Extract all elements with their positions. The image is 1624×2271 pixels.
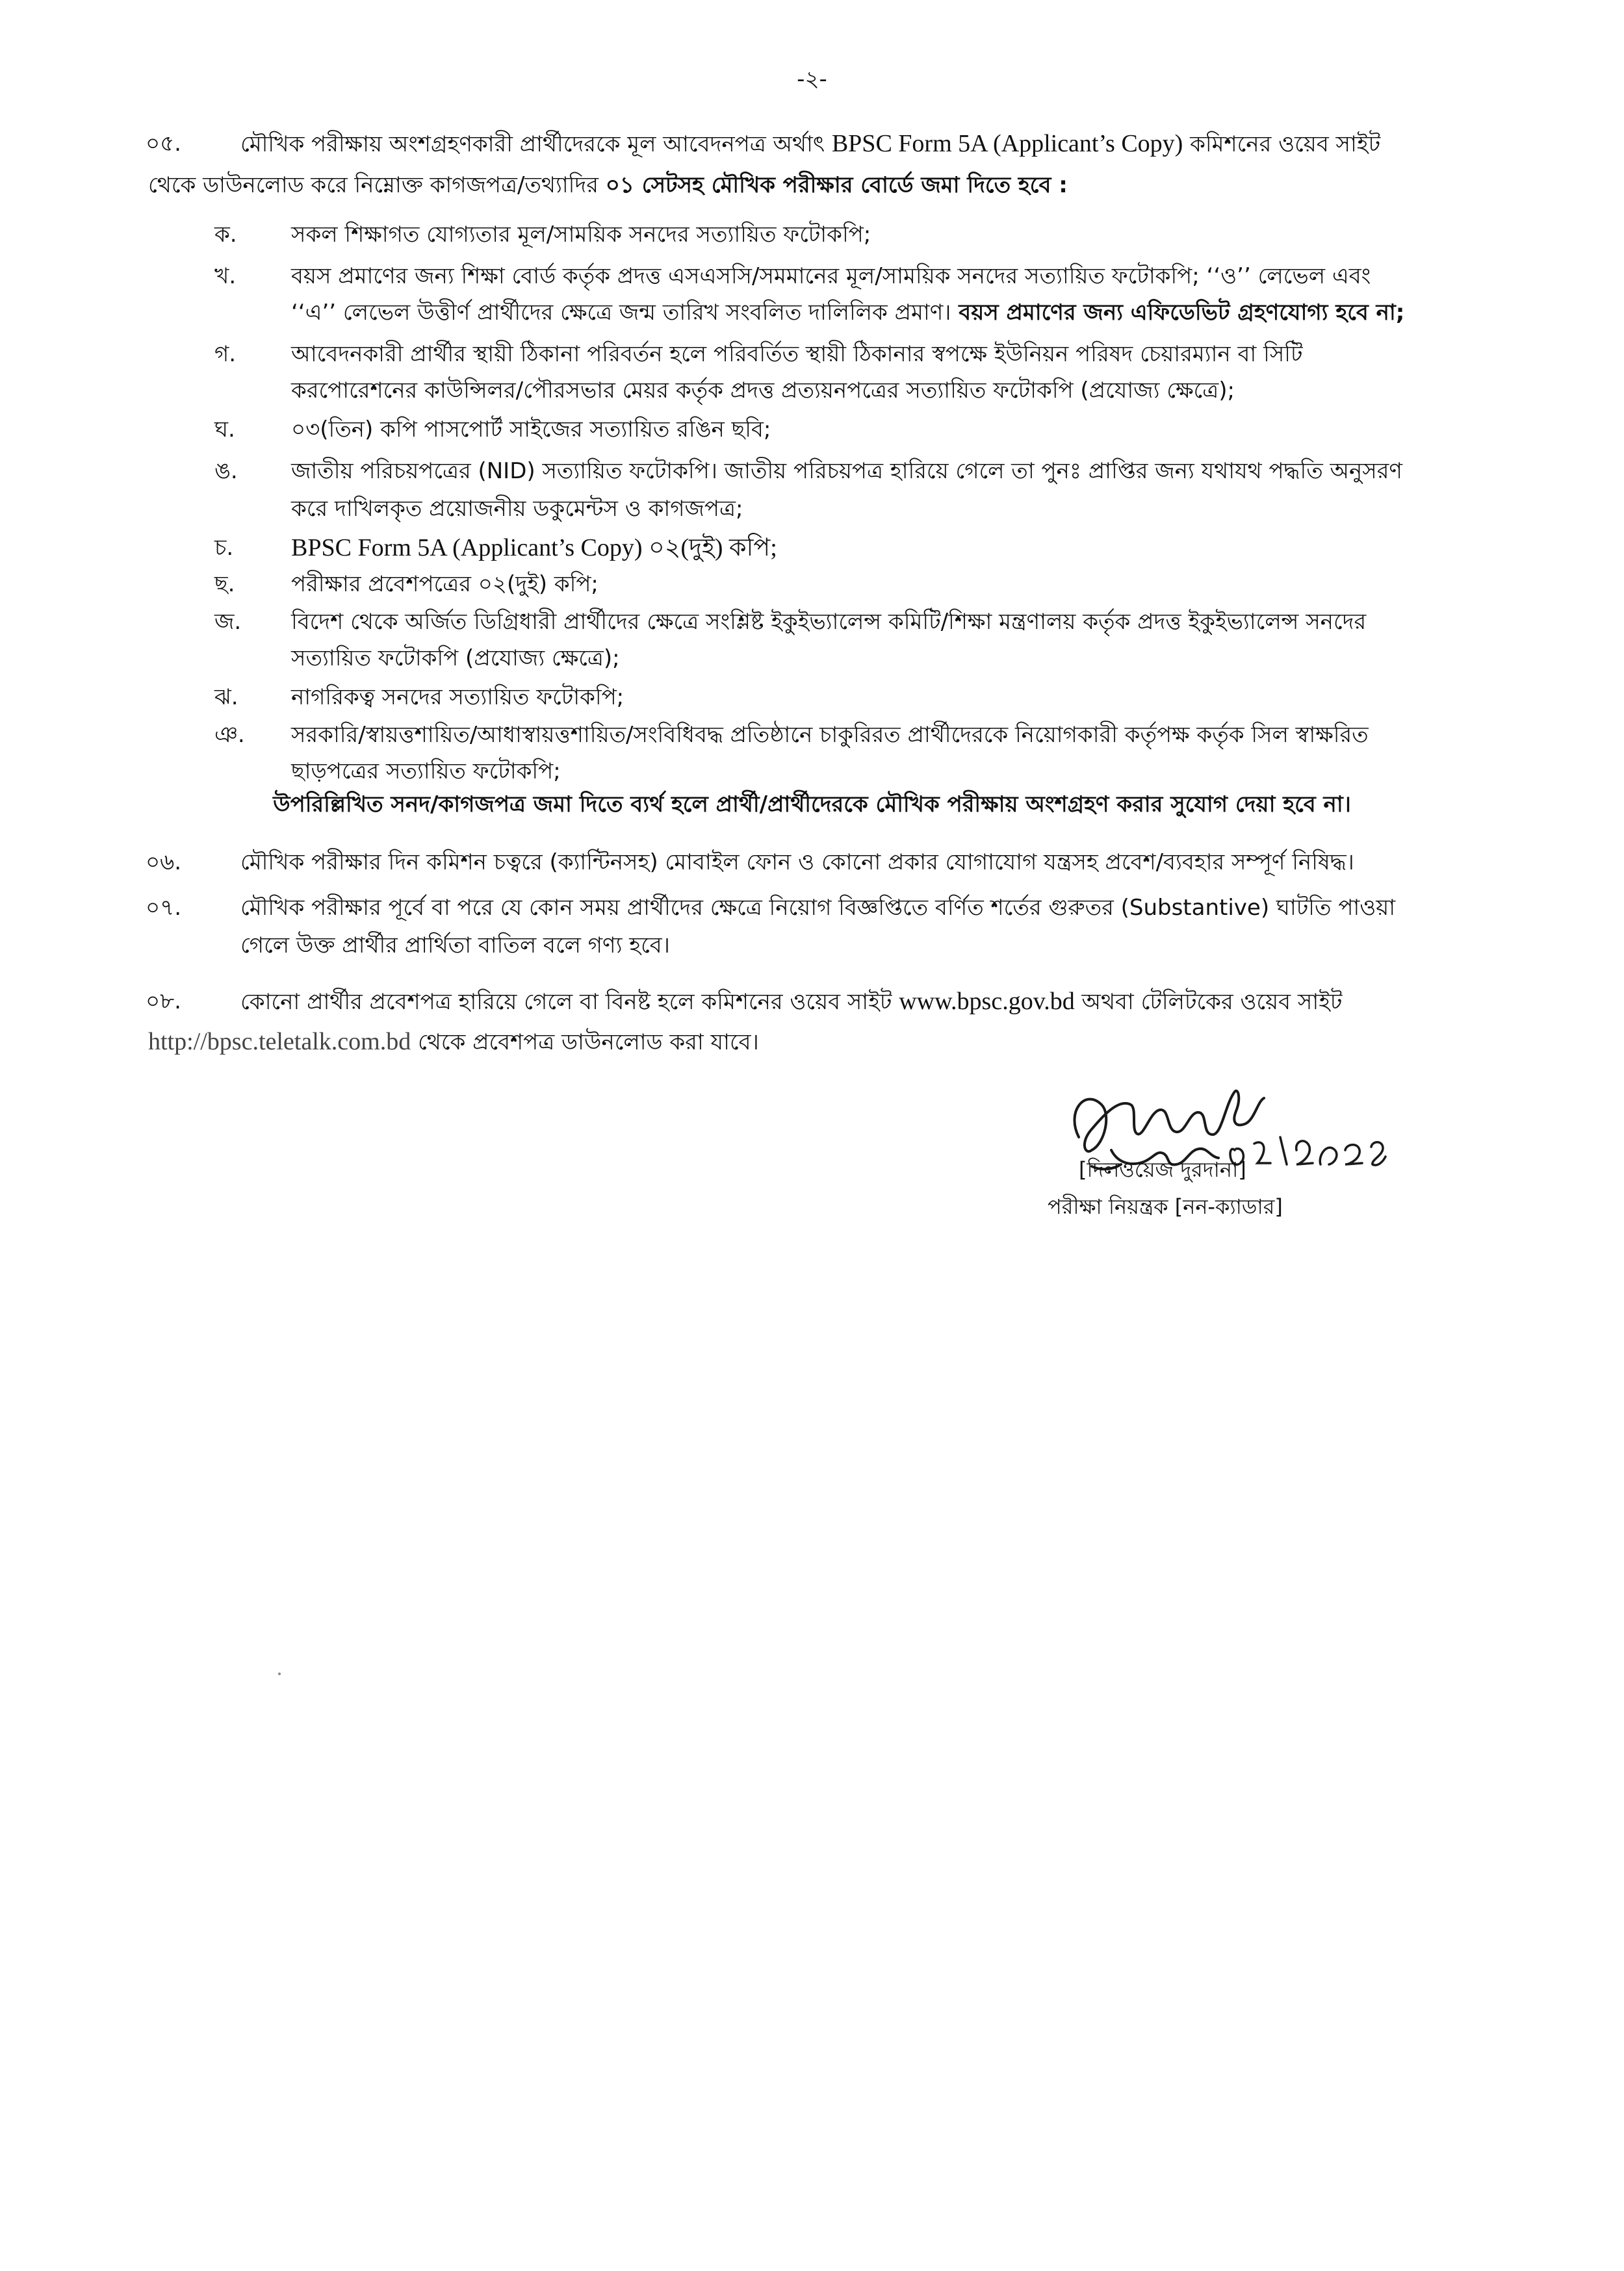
- sub-item-text: ০৩(তিন) কপি পাসপোর্ট সাইজের সত্যায়িত রঙিন ছবি;: [291, 417, 771, 443]
- item-05-line2-bold: ০১ সেটসহ মৌখিক পরীক্ষার বোর্ডে জমা দিতে হবে :: [605, 172, 1068, 198]
- item-08-line2-text: থেকে প্রবেশপত্র ডাউনলোড করা যাবে।: [411, 1029, 759, 1055]
- item-05-form-name: BPSC Form 5A (Applicant’s Copy): [831, 130, 1183, 157]
- item-06-number: ০৬.: [146, 849, 182, 875]
- sub-item-text: সরকারি/স্বায়ত্তশায়িত/আধাস্বায়ত্তশায়িত/সংবিধিবদ্ধ প্রতিষ্ঠানে চাকুরিরত প্রার্থীদেরকে নিয়োগকারী কর্তৃপক্ষ কর্তৃক সিল স্বাক্ষরিত: [291, 722, 1369, 748]
- page-number: -২-: [797, 66, 827, 92]
- sub-item-text: করে দাখিলকৃত প্রয়োজনীয় ডকুমেন্টস ও কাগজপত্র;: [291, 496, 743, 522]
- bpsc-website-link[interactable]: www.bpsc.gov.bd: [899, 988, 1075, 1015]
- item-05-number: ০৫.: [146, 131, 181, 157]
- scan-speck: [278, 1673, 281, 1675]
- sub-item-text: সত্যায়িত ফটোকপি (প্রযোজ্য ক্ষেত্রে);: [291, 645, 620, 671]
- teletalk-website-link[interactable]: http://bpsc.teletalk.com.bd: [148, 1028, 411, 1055]
- sub-item-text: [291, 292, 1524, 333]
- signatory-title: পরীক্ষা নিয়ন্ত্রক [নন-ক্যাডার]: [1048, 1194, 1283, 1219]
- sub-item-text: সকল শিক্ষাগত যোগ্যতার মূল/সাময়িক সনদের সত্যায়িত ফটোকপি;: [291, 222, 871, 248]
- sub-item-label: ঙ.: [214, 458, 238, 484]
- item-05-line2-text: থেকে ডাউনলোড করে নিম্নোক্ত কাগজপত্র/তথ্যাদির: [148, 172, 606, 198]
- sub-item-label: জ.: [214, 609, 242, 635]
- submission-warning: উপরিল্লিখিত সনদ/কাগজপত্র জমা দিতে ব্যর্থ হলে প্রার্থী/প্রার্থীদেরকে মৌখিক পরীক্ষায় অংশগ্রহণ করার সুযোগ দেয়া হবে না।: [273, 791, 1351, 817]
- signatory-name: [দিলওয়েজ দুরদানা]: [1079, 1157, 1246, 1182]
- sub-item-label: চ.: [214, 535, 234, 561]
- sub-item-label: গ.: [214, 341, 237, 367]
- item-07-line1: মৌখিক পরীক্ষার পূর্বে বা পরে যে কোন সময় প্রার্থীদের ক্ষেত্রে নিয়োগ বিজ্ঞপ্তিতে বর্ণিত শর্তের গুরুতর (Substantive) ঘাটতি পাওয়া: [240, 895, 1396, 921]
- sub-item-label: ক.: [214, 222, 237, 248]
- sub-item-text: আবেদনকারী প্রার্থীর স্থায়ী ঠিকানা পরিবর্তন হলে পরিবর্তিত স্থায়ী ঠিকানার স্বপক্ষে ইউনিয়ন পরিষদ চেয়ারম্যান বা সিটি: [291, 341, 1303, 367]
- sub-item-text: BPSC Form 5A (Applicant’s Copy) ০২(দুই) কপি;: [291, 534, 777, 561]
- sub-item-label: ঘ.: [214, 417, 235, 443]
- item-05-line2: [148, 165, 1524, 205]
- sub-item-label: খ.: [214, 263, 237, 289]
- item-08-number: ০৮.: [146, 988, 181, 1014]
- sub-item-text: বয়স প্রমাণের জন্য শিক্ষা বোর্ড কর্তৃক প্রদত্ত এসএসসি/সমমানের মূল/সাময়িক সনদের সত্যায়িত ফটোকপি; ‘‘ও’’ লেভেল এবং: [291, 263, 1371, 289]
- sub-item-label: ঝ.: [214, 684, 238, 710]
- affidavit-warning: বয়স প্রমাণের জন্য এফিডেভিট গ্রহণযোগ্য হবে না;: [951, 300, 1405, 326]
- item-07-line2: গেলে উক্ত প্রার্থীর প্রার্থিতা বাতিল বলে গণ্য হবে।: [240, 932, 670, 958]
- sub-item-text: জাতীয় পরিচয়পত্রের (NID) সত্যায়িত ফটোকপি। জাতীয় পরিচয়পত্র হারিয়ে গেলে তা পুনঃ প্রাপ্তির জন্য যথাযথ পদ্ধতি অনুসরণ: [291, 458, 1402, 484]
- item-05-line1-text-a: মৌখিক পরীক্ষায় অংশগ্রহণকারী প্রার্থীদেরকে মূল আবেদনপত্র অর্থাৎ: [240, 131, 832, 157]
- sub-item-text: পরীক্ষার প্রবেশপত্রের ০২(দুই) কপি;: [291, 571, 599, 597]
- item-08-line1-text-a: কোনো প্রার্থীর প্রবেশপত্র হারিয়ে গেলে বা বিনষ্ট হলে কমিশনের ওয়েব সাইট: [240, 989, 899, 1015]
- item-05-line1: [240, 123, 1524, 164]
- sub-item-label: ছ.: [214, 571, 235, 597]
- sub-item-text: বিদেশ থেকে অর্জিত ডিগ্রিধারী প্রার্থীদের ক্ষেত্রে সংশ্লিষ্ট ইকুইভ্যালেন্স কমিটি/শিক্ষা মন্ত্রণালয় কর্তৃক প্রদত্ত ইকুইভ্যালেন্স সনদের: [291, 609, 1367, 635]
- sub-item-text: ছাড়পত্রের সত্যায়িত ফটোকপি;: [291, 758, 561, 784]
- item-08-line1: [240, 981, 1524, 1022]
- item-05-line1-text-b: কমিশনের ওয়েব সাইট: [1183, 131, 1381, 157]
- sub-item-text: করপোরেশনের কাউন্সিলর/পৌরসভার মেয়র কর্তৃক প্রদত্ত প্রত্যয়নপত্রের সত্যায়িত ফটোকপি (প্রযোজ্য ক্ষেত্রে);: [291, 378, 1235, 404]
- sub-item-text: নাগরিকত্ব সনদের সত্যায়িত ফটোকপি;: [291, 684, 625, 710]
- item-08-line1-text-b: অথবা টেলিটকের ওয়েব সাইট: [1074, 989, 1343, 1015]
- sub-item-label: ঞ.: [214, 722, 245, 748]
- item-06-text: মৌখিক পরীক্ষার দিন কমিশন চত্বরে (ক্যান্টিনসহ) মোবাইল ফোন ও কোনো প্রকার যোগাযোগ যন্ত্রসহ প্রবেশ/ব্যবহার সম্পূর্ণ নিষিদ্ধ।: [240, 849, 1354, 875]
- item-07-number: ০৭.: [146, 895, 182, 921]
- sub-item-text-part: ‘‘এ’’ লেভেল উত্তীর্ণ প্রার্থীদের ক্ষেত্রে জন্ম তারিখ সংবলিত দালিলিক প্রমাণ।: [291, 300, 951, 326]
